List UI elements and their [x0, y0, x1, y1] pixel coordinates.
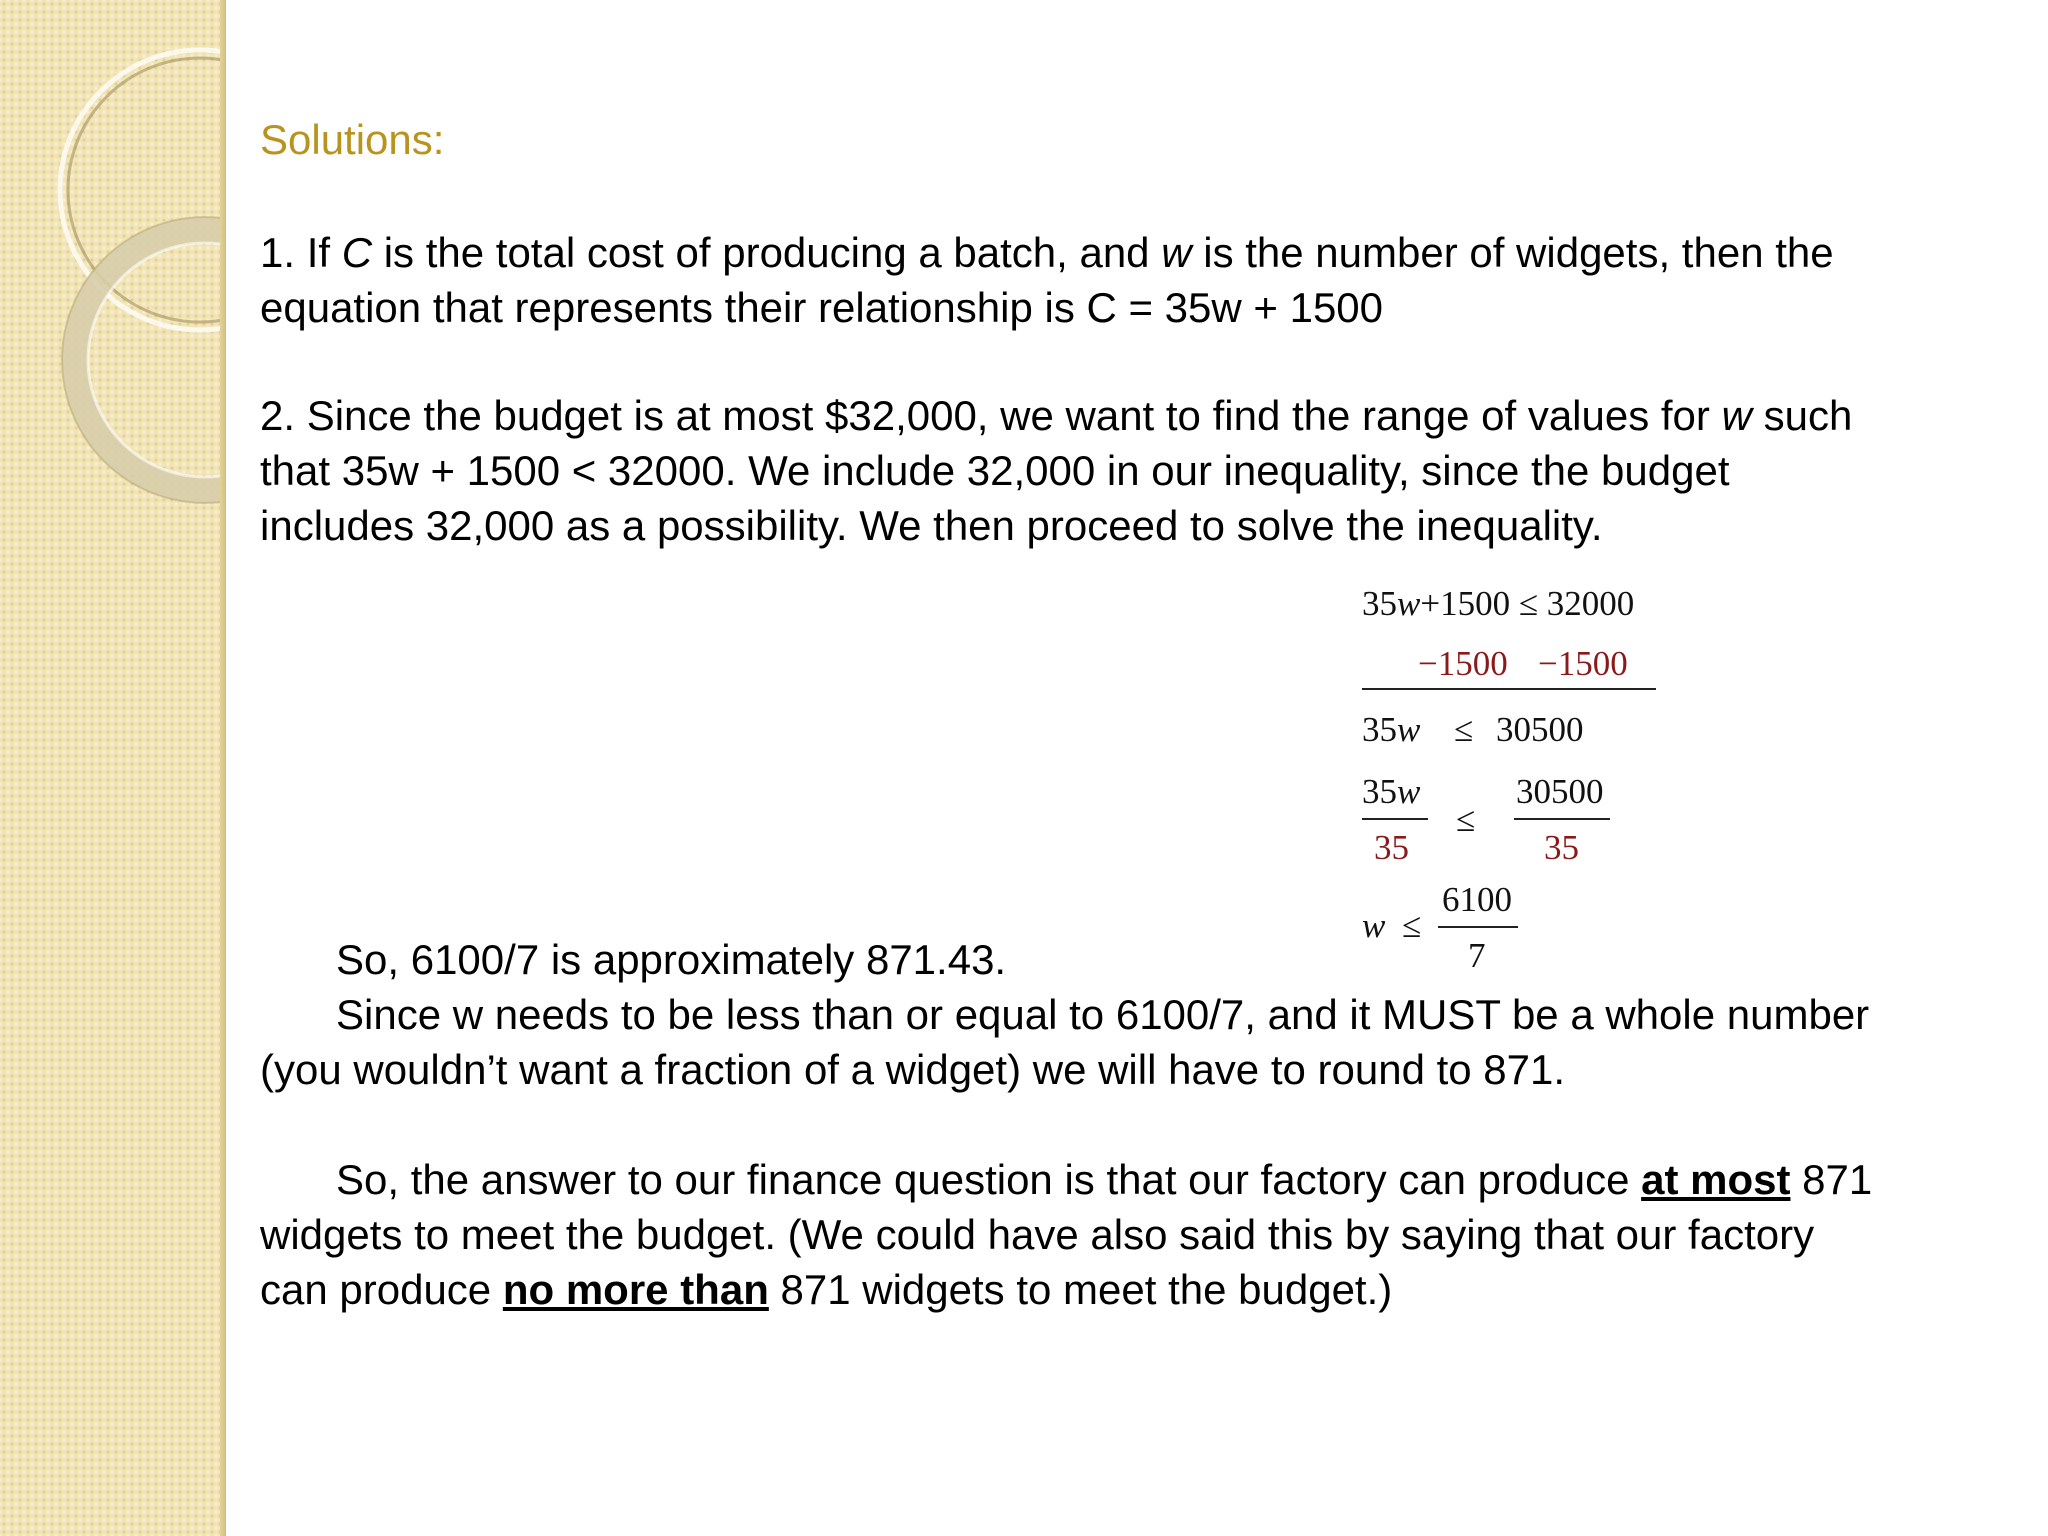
- fraction-left-numerator: [1362, 772, 1420, 812]
- solution-1-line-2: equation that represents their relationship is C = 35w + 1500: [260, 284, 1384, 331]
- fraction-right-denominator: 35: [1544, 828, 1579, 867]
- answer-line-1: [260, 1152, 1872, 1207]
- fraction-bar: [1438, 926, 1518, 928]
- text: 871: [1790, 1156, 1873, 1203]
- ring-decoration-icon: [0, 0, 226, 1536]
- emphasis-no-more-than: no more than: [502, 1266, 769, 1313]
- math-row-3-left: [1362, 710, 1420, 750]
- variable-w: w: [1721, 392, 1752, 439]
- solution-1-line-1: [260, 225, 1834, 280]
- answer-line-2: widgets to meet the budget. (We could have also said this by saying that our factory: [260, 1211, 1815, 1258]
- subtraction-line: [1362, 688, 1656, 690]
- variable-c: C: [341, 229, 373, 276]
- conclusion-paragraph: [260, 932, 1869, 1097]
- solution-2: [260, 388, 1852, 553]
- conclusion-line-2: Since w needs to be less than or equal to 6100/7, and it MUST be a whole number: [336, 991, 1870, 1038]
- variable-w: w: [1362, 906, 1386, 945]
- solution-1: [260, 225, 1834, 335]
- result-denominator: 7: [1468, 936, 1486, 975]
- math-row-3-le: ≤: [1454, 710, 1474, 749]
- emphasis-at-most: at most: [1641, 1156, 1791, 1203]
- result-numerator: 6100: [1442, 880, 1512, 919]
- text: is the total cost of producing a batch, and: [372, 229, 1162, 276]
- text: +1500 ≤ 32000: [1420, 584, 1635, 623]
- text: 35: [1362, 710, 1397, 749]
- text: 1. If: [260, 229, 342, 276]
- fraction-left-denominator: 35: [1374, 828, 1409, 867]
- slide-content: [260, 0, 2020, 1536]
- sidebar-edge: [220, 0, 226, 1536]
- math-row-3-right: 30500: [1496, 710, 1584, 749]
- answer-line-3: [260, 1262, 1872, 1317]
- fraction-bar: [1362, 818, 1428, 820]
- text: 35: [1362, 772, 1397, 811]
- text: can produce: [260, 1266, 503, 1313]
- variable-w: w: [1397, 584, 1421, 623]
- math-row-2-left: −1500: [1418, 644, 1508, 683]
- conclusion-line-1: So, 6100/7 is approximately 871.43.: [336, 936, 1007, 983]
- variable-w: w: [1397, 710, 1421, 749]
- math-row-4-le: ≤: [1456, 800, 1476, 839]
- text: 35: [1362, 584, 1397, 623]
- text: 2. Since the budget is at most $32,000, we want to find the range of values for: [260, 392, 1722, 439]
- decorative-sidebar: [0, 0, 226, 1536]
- text: is the number of widgets, then the: [1191, 229, 1834, 276]
- variable-w: w: [1161, 229, 1192, 276]
- solution-2-line-3: includes 32,000 as a possibility. We then proceed to solve the inequality.: [260, 502, 1603, 549]
- math-row-2-right: −1500: [1538, 644, 1628, 683]
- solution-2-line-2: that 35w + 1500 < 32000. We include 32,000 in our inequality, since the budget: [260, 447, 1730, 494]
- text: such: [1751, 392, 1853, 439]
- fraction-right-numerator: 30500: [1516, 772, 1604, 811]
- fraction-bar: [1514, 818, 1610, 820]
- math-row-1: [1362, 584, 1634, 624]
- conclusion-line-3: (you wouldn’t want a fraction of a widget) we will have to round to 871.: [260, 1046, 1566, 1093]
- variable-w: w: [1397, 772, 1421, 811]
- text: So, the answer to our finance question is that our factory can produce: [336, 1156, 1642, 1203]
- answer-paragraph: [260, 1152, 1872, 1317]
- math-row-5-le: ≤: [1402, 906, 1422, 945]
- text: 871 widgets to meet the budget.): [768, 1266, 1393, 1313]
- solution-2-line-1: [260, 388, 1852, 443]
- slide-title: Solutions:: [260, 116, 445, 163]
